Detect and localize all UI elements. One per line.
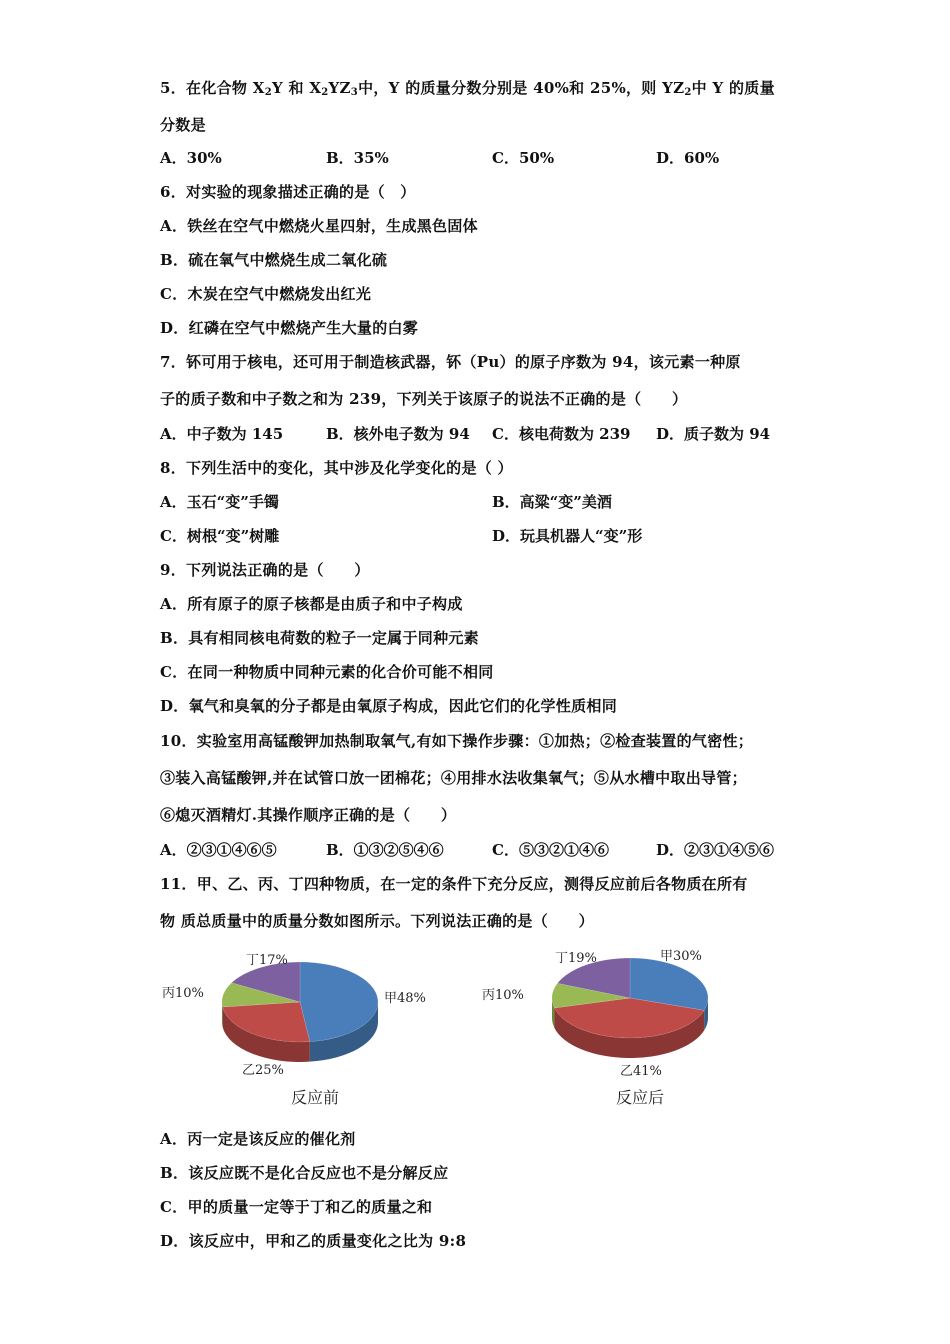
q8-option-b: B．高粱“变”美酒 [492,493,612,511]
q7-option-d: D．质子数为 94 [656,425,771,443]
q10-option-d: D．②③①④⑤⑥ [656,841,775,859]
q8-option-c: C．树根“变”树雕 [160,527,280,545]
q10-stem-line3: ⑥熄灭酒精灯.其操作顺序正确的是（ ） [160,806,457,824]
q8-stem: 8．下列生活中的变化，其中涉及化学变化的是（ ） [160,459,513,477]
pie-after-label-bing: 丙10% [482,988,524,1003]
q11-stem-line2: 物 质总质量中的质量分数如图所示。下列说法正确的是（ ） [160,912,594,930]
pie-after-label-jia: 甲30% [660,949,702,964]
q5-option-a: A．30% [160,149,222,167]
pie-after-label-ding: 丁19% [555,951,597,966]
q7-option-a: A．中子数为 145 [160,425,284,443]
pie-before-caption: 反应前 [291,1088,340,1107]
pie-after-label-yi: 乙41% [620,1064,662,1079]
pie-before-label-ding: 丁17% [246,953,288,968]
q8-option-d: D．玩具机器人“变”形 [492,527,643,545]
q6-option-c: C．木炭在空气中燃烧发出红光 [160,285,372,303]
pie-before-label-bing: 丙10% [162,986,204,1001]
q11-option-c: C．甲的质量一定等于丁和乙的质量之和 [160,1198,433,1216]
q9-option-a: A．所有原子的原子核都是由质子和中子构成 [160,595,463,613]
pie-after-caption: 反应后 [616,1088,665,1107]
q9-stem: 9．下列说法正确的是（ ） [160,561,370,579]
q11-option-a: A．丙一定是该反应的催化剂 [160,1130,356,1148]
q7-stem-line1: 7．钚可用于核电，还可用于制造核武器，钚（Pu）的原子序数为 94，该元素一种原 [160,353,741,371]
q6-option-d: D．红磷在空气中燃烧产生大量的白雾 [160,319,419,337]
q5-option-b: B．35% [326,149,389,167]
q7-option-c: C．核电荷数为 239 [492,425,631,443]
q7-option-b: B．核外电子数为 94 [326,425,470,443]
q10-option-b: B．①③②⑤④⑥ [326,841,444,859]
q11-stem-line1: 11．甲、乙、丙、丁四种物质，在一定的条件下充分反应，测得反应前后各物质在所有 [160,875,748,893]
q6-option-b: B．硫在氧气中燃烧生成二氧化硫 [160,251,388,269]
q5-stem-line1: 5．在化合物 $X_2Y$ 和 $X_2YZ_3$中，Y 的质量分数分别是 40%和 25%，则 $YZ_2$中 Y 的质量 [160,79,775,98]
pie-chart-before [155,940,445,1115]
q10-stem-line2: ③装入高锰酸钾,并在试管口放一团棉花；④用排水法收集氧气；⑤从水槽中取出导管； [160,769,747,787]
q6-stem: 6．对实验的现象描述正确的是（ ） [160,183,416,201]
q7-stem-line2: 子的质子数和中子数之和为 239，下列关于该原子的说法不正确的是（ ） [160,390,688,408]
q10-option-a: A．②③①④⑥⑤ [160,841,277,859]
q11-option-b: B．该反应既不是化合反应也不是分解反应 [160,1164,449,1182]
q10-stem-line1: 10．实验室用高锰酸钾加热制取氧气,有如下操作步骤：①加热；②检查装置的气密性； [160,732,754,750]
q8-option-a: A．玉石“变”手镯 [160,493,279,511]
q9-option-d: D．氧气和臭氧的分子都是由氧原子构成，因此它们的化学性质相同 [160,697,618,715]
pie-before-label-yi: 乙25% [242,1063,284,1078]
q6-option-a: A．铁丝在空气中燃烧火星四射，生成黑色固体 [160,217,478,235]
q5-option-c: C．50% [492,149,555,167]
q5-stem-line2: 分数是 [160,116,206,134]
q5-option-d: D．60% [656,149,720,167]
pie-before-label-jia: 甲48% [384,991,426,1006]
pie-chart-after [475,940,765,1115]
q11-option-d: D．该反应中，甲和乙的质量变化之比为 9:8 [160,1232,467,1250]
q10-option-c: C．⑤③②①④⑥ [492,841,609,859]
q9-option-c: C．在同一种物质中同种元素的化合价可能不相同 [160,663,494,681]
q9-option-b: B．具有相同核电荷数的粒子一定属于同种元素 [160,629,479,647]
